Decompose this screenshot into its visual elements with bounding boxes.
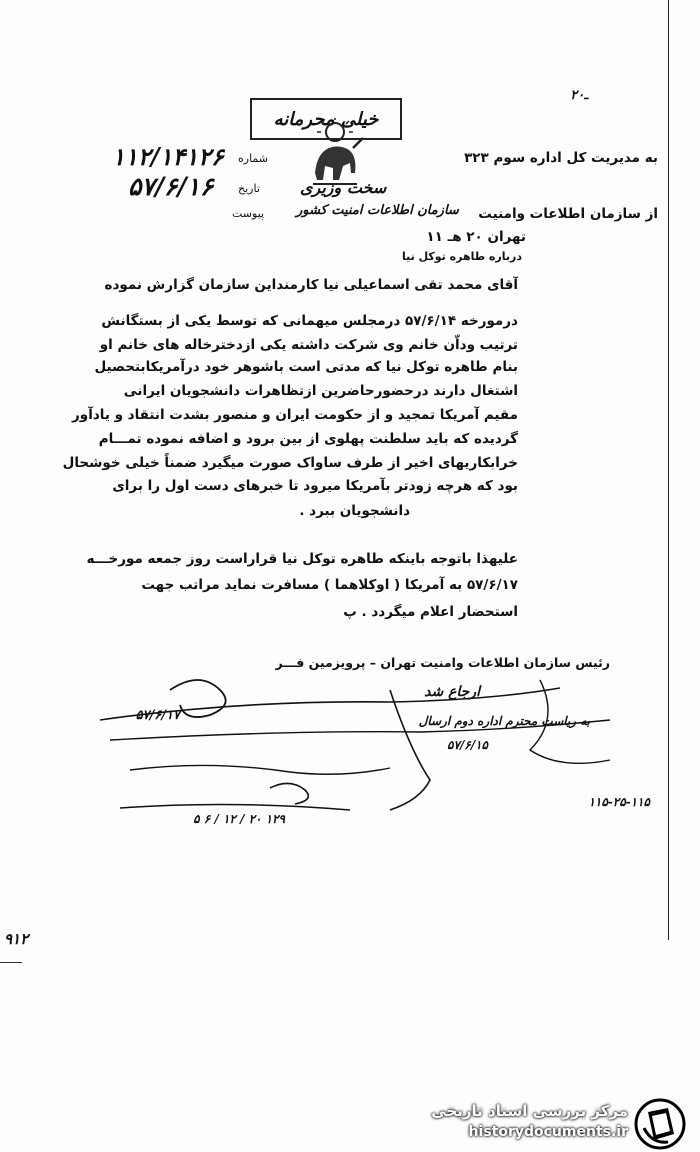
from-handwritten: سازمان اطلاعات امنیت کشور <box>296 203 459 218</box>
subject-line: درباره طاهره توکل نیا <box>401 250 522 263</box>
body-line: درمورخه ۵۷/۶/۱۴ درمجلس میهمانی که توسط یکی از بستگانش <box>101 313 518 329</box>
watermark-title: مرکز بررسی اسناد تاریخی <box>431 1102 628 1120</box>
classification: سخت وزیری <box>300 178 387 197</box>
body-line: بود که هرچه زودتر بآمریکا میرود تا خبرهای دست اول را برای <box>112 478 518 494</box>
attachment-label: پیوست <box>232 207 265 220</box>
corner-mark: ـ۲۰ <box>570 88 588 103</box>
body-line: آقای محمد تقی اسماعیلی نیا کارمنداین سازمان گزارش نموده <box>104 277 518 293</box>
watermark-logo <box>420 1098 692 1150</box>
note-referred: ارجاع شد <box>424 684 480 700</box>
handwritten-signatures <box>90 660 650 840</box>
watermark-url: historydocuments.ir <box>468 1124 628 1140</box>
office-line: به مدیریت کل اداره سوم ۳۲۳ <box>464 150 658 166</box>
body-line: خرابکاریهای اخیر از طرف ساواک صورت میگیرد ضمناً خیلی خوشحال <box>62 455 518 471</box>
body-line: علیهذا باتوجه باینکه طاهره توکل نیا قراراست روز جمعه مورخـــه <box>86 551 518 567</box>
from-line: از سازمان اطلاعات وامنیت <box>478 206 658 222</box>
body-line: ۵۷/۶/۱۷ به آمریکا ( اوکلاهما ) مسافرت نماید مراتب جهت <box>141 577 518 593</box>
stamp-text: خیلی محرمانه <box>273 108 379 130</box>
number-label: شماره <box>238 152 269 165</box>
note-file: ۱۲۹ ۲۰ / ۱۲ / ۶ ۵ <box>193 812 285 826</box>
note-date-1: ۵۷/۶/۱۷ <box>135 708 180 723</box>
archive-logo-icon <box>634 1098 686 1150</box>
page-edge-tick <box>0 962 22 963</box>
date-label: تاریخ <box>238 182 260 195</box>
page-edge-line <box>668 0 669 940</box>
signatory-title: رئیس سازمان اطلاعات وامنیت تهران – پرویزمین فـــر <box>275 655 610 670</box>
date-value: ۵۷/۶/۱۶ <box>128 172 214 201</box>
body-line: ترتیب وداّن خانم وی شرکت داشته یکی ازدخترخاله های خانم او <box>99 337 518 353</box>
tehran-line: تهران ۲۰ هـ ۱۱ <box>426 229 526 245</box>
number-value: ۱۱۲/۱۴۱۲۶ <box>112 142 224 171</box>
body-line: گردیده که باید سلطنت پهلوی از بین برود و اضافه نموده تمـــام <box>98 431 518 447</box>
body-line: استحضار اعلام میگردد . پ <box>343 604 518 620</box>
body-line: مقیم آمریکا تمجید و از حکومت ایران و منصور بشدت انتقاد و یادآور <box>72 407 518 423</box>
note-forward: به ریاست محترم اداره دوم ارسال <box>418 714 590 728</box>
body-line: اشتغال دارند درحضورحاضرین ازتظاهرات دانشجویان ایرانی <box>123 383 518 399</box>
note-code: ۱۱۵-۲۵-۱۱۵ <box>588 795 650 809</box>
margin-note: ۹۱۲ <box>4 930 29 948</box>
note-date-2: ۵۷/۶/۱۵ <box>447 738 488 752</box>
body-line: دانشجویان ببرد . <box>299 503 410 519</box>
body-line: بنام طاهره توکل نیا که مدتی است باشوهر خود درآمریکابتحصیل <box>94 359 518 375</box>
